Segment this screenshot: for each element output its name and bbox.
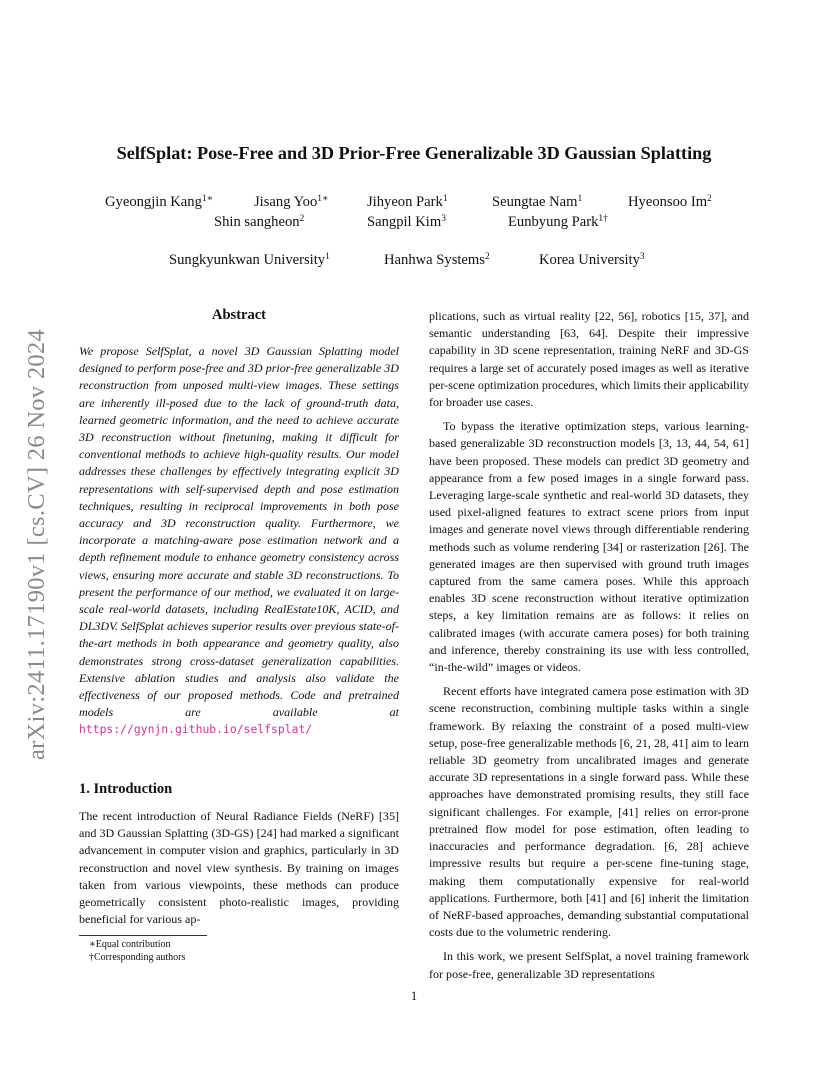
abstract-body <box>79 343 399 739</box>
affiliation-row <box>0 252 828 272</box>
code-link[interactable]: https://gynjn.github.io/selfsplat/ <box>79 722 313 737</box>
right-column <box>429 308 749 983</box>
intro-text: The recent introduction of Neural Radiance Fields (NeRF) [35] and 3D Gaussian Splatting (3D-GS) [24] had marked a significant advancement in computer vision and graphics, particularly in 3D reconstruction and novel view synthesis. By training on images taken from various viewpoints, these methods can produce geometrically consistent photo-realistic images, providing beneficial for various ap- <box>79 809 399 927</box>
section-heading-introduction: 1. Introduction <box>79 781 173 797</box>
author: Jisang Yoo$^{1∗}$ <box>254 194 329 210</box>
paper-title: SelfSplat: Pose-Free and 3D Prior-Free Generalizable 3D Gaussian Splatting <box>116 143 712 163</box>
intro-paragraph-2: To bypass the iterative optimization steps, various learning-based generalizable 3D reconstruction models [3, 13, 44, 54, 61] have been proposed. These models can predict 3D geometry and appearance from a few posed images in a single forward pass. Leveraging large-scale synthetic and real-world 3D datasets, they used pixel-aligned features to extract scene priors from input images and generate novel views through differentiable rendering methods such as volume rendering [34] or rasterization [26]. The generated images are then supervised with ground truth images captured from the same camera poses. While this approach enables 3D scene reconstruction without iterative optimization steps, a key limitation remains are as follows: it relies on calibrated images (with accurate camera poses) for both training and inference, thereby constraining its use with less controlled, “in-the-wild” images or videos. <box>429 419 749 675</box>
author: Jihyeon Park$^1$ <box>367 194 448 210</box>
author-row-1 <box>0 194 828 214</box>
author-row-2 <box>0 214 828 234</box>
affiliation: Hanhwa Systems$^2$ <box>384 252 490 268</box>
affiliation: Korea University$^3$ <box>539 252 645 268</box>
intro-paragraph-4: In this work, we present SelfSplat, a novel training framework for pose-free, generalizable 3D representations <box>429 949 749 981</box>
intro-paragraph-1-continued: plications, such as virtual reality [22, 56], robotics [15, 37], and semantic understanding [63, 64]. Despite their impressive capability in 3D scene representation, training NeRF and 3D-GS requires a large set of accurately posed images as well as iterative per-scene optimization procedures, which limits their applicability for broader use cases. <box>429 309 749 410</box>
intro-paragraph-1 <box>79 808 399 928</box>
author: Eunbyung Park$^{1\dagger}$ <box>508 214 608 230</box>
author: Sangpil Kim$^3$ <box>367 214 446 230</box>
footnote-equal-contribution: ∗Equal contribution <box>89 939 171 950</box>
arxiv-identifier: arXiv:2411.17190v1 [cs.CV] 26 Nov 2024 <box>23 328 50 760</box>
author: Gyeongjin Kang$^{1∗}$ <box>105 194 214 210</box>
intro-paragraph-3: Recent efforts have integrated camera pose estimation with 3D scene reconstruction, combining multiple tasks within a single framework. By relaxing the constraint of a posed multi-view setup, pose-free generalizable methods [6, 21, 28, 41] aim to learn reliable 3D geometry from uncalibrated images and generate accurate 3D representations in a single forward pass. While these approaches have demonstrated promising results, they still face significant challenges. For example, [41] relies on error-prone pretrained flow model for pose estimation, often leading to inaccuracies and performance degradation. [6, 28] achieve impressive results but require a per-scene fine-tuning stage, making them computationally expensive for real-world applications. Furthermore, both [41] and [6] inherit the limitation of NeRF-based approaches, demanding substantial computational costs due to the volumetric rendering. <box>429 684 749 940</box>
author: Hyeonsoo Im$^2$ <box>628 194 712 210</box>
affiliation: Sungkyunkwan University$^1$ <box>169 252 330 268</box>
footnote-corresponding-authors: †Corresponding authors <box>89 952 186 963</box>
author: Seungtae Nam$^1$ <box>492 194 583 210</box>
page-number: 1 <box>410 989 418 1003</box>
abstract-heading: Abstract <box>212 307 266 323</box>
author: Shin sangheon$^2$ <box>214 214 305 230</box>
abstract-text: We propose SelfSplat, a novel 3D Gaussian Splatting model designed to perform pose-free and 3D prior-free generalizable 3D reconstruction from unposed multi-view images. These settings are inherently ill-posed due to the lack of ground-truth data, learned geometric information, and the need to achieve accurate 3D reconstruction without finetuning, making it difficult for conventional methods to achieve high-quality results. Our model addresses these challenges by effectively integrating explicit 3D representations with self-supervised depth and pose estimation techniques, resulting in reciprocal improvements in both pose accuracy and 3D reconstruction quality. Furthermore, we incorporate a matching-aware pose estimation network and a depth refinement module to enhance geometry consistency across views, ensuring more accurate and stable 3D reconstructions. To present the performance of our method, we evaluated it on large-scale real-world datasets, including RealEstate10K, ACID, and DL3DV. SelfSplat achieves superior results over previous state-of-the-art methods in both appearance and geometry quality, also demonstrates strong cross-dataset generalization capabilities. Extensive ablation studies and analysis also validate the effectiveness of our proposed methods. Code and pretrained models are available at <box>79 344 399 720</box>
footnote-rule <box>79 935 207 936</box>
